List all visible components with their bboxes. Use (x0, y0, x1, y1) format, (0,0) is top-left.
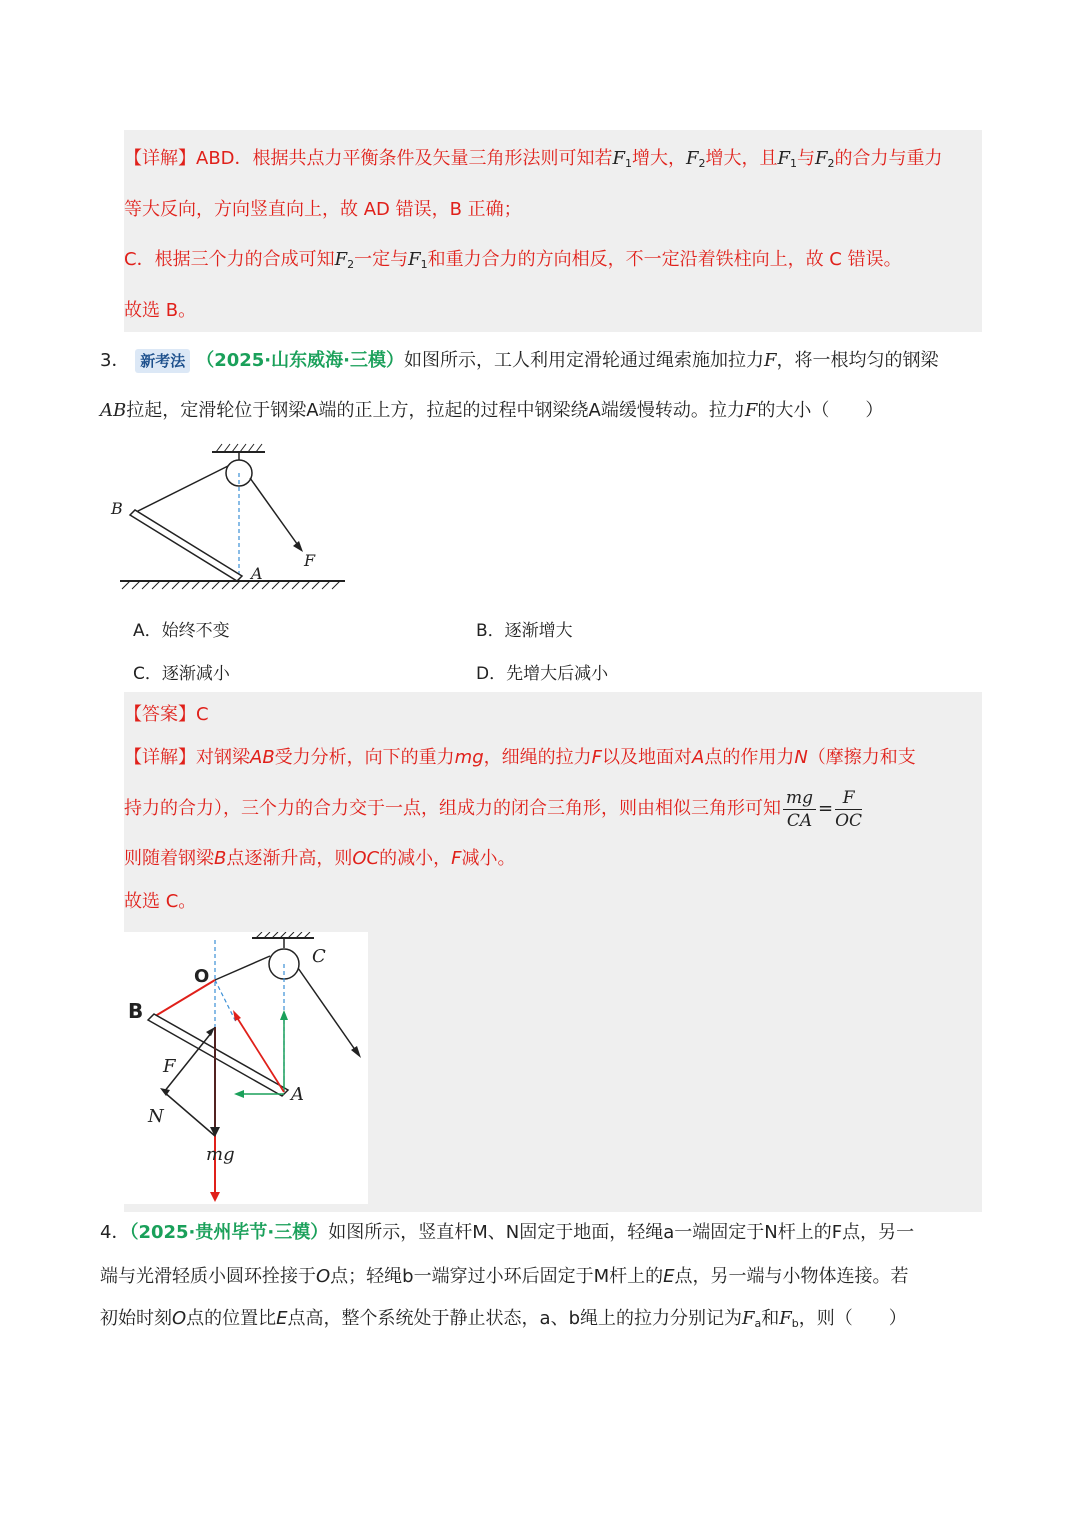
label-a: A (251, 564, 263, 583)
explanation-line-2: 等大反向，方向竖直向上，故 AD 错误，B 正确； (124, 199, 522, 220)
option-a[interactable]: A．始终不变 (133, 621, 230, 641)
option-c[interactable]: C．逐渐减小 (133, 664, 230, 684)
fraction-mg-ca: $\frac{mg}{CA}$ (783, 787, 816, 832)
detail-line-1: 【详解】对钢梁AB受力分析，向下的重力mg，细绳的拉力F以及地面对A点的作用力N（摩擦力和支 (124, 747, 916, 768)
badge-label: 新考法 (140, 352, 186, 370)
rope-left (130, 466, 228, 515)
q3-solution-figure (124, 932, 368, 1204)
detail-line-4: 故选 C。 (124, 891, 197, 912)
answer-label: 【答案】 (124, 704, 196, 725)
q4-source: （2025·贵州毕节·三模） (129, 1222, 329, 1243)
label-n: N (148, 1106, 164, 1127)
beam-ab (130, 510, 242, 581)
detail-line-3: 则随着钢梁B点逐渐升高，则OC的减小，F减小。 (124, 848, 516, 869)
explanation-line-3: C．根据三个力的合成可知$F_2$一定与$F_1$和重力合力的方向相反，不一定沿着铁柱向上，故 C 错误。 (124, 249, 902, 271)
q3-figure (100, 440, 360, 600)
rope-right (250, 478, 300, 548)
q4-stem-line-1: 4．（2025·贵州毕节·三模）如图所示，竖直杆M、N固定于地面，轻绳a一端固定于N杆上的F点，另一 (100, 1222, 915, 1243)
answer-line (124, 702, 209, 728)
q3-stem-line-1: 3． 新考法 （2025·山东威海·三模）如图所示，工人利用定滑轮通过绳索施加拉力F，将一根均匀的钢梁 (100, 350, 939, 371)
q4-number: 4． (100, 1222, 130, 1243)
arrow-f (293, 541, 303, 552)
label-o: O (194, 966, 210, 987)
detail-line-2: 持力的合力），三个力的合力交于一点，组成力的闭合三角形，则由相似三角形可知 $\frac{mg}{CA}$ = $\frac{F}{OC}$ (124, 787, 863, 831)
explanation-line-1: 【详解】ABD．根据共点力平衡条件及矢量三角形法则可知若$F_1$增大，$F_2$增大，且$F_1$与$F_2$的合力与重力 (124, 148, 943, 170)
q4-stem-line-2: 端与光滑轻质小圆环拴接于O点；轻绳b一端穿过小环后固定于M杆上的E点，另一端与小物体连接。若 (100, 1266, 909, 1287)
label-mg: mg (206, 1144, 235, 1165)
label-c: C (312, 946, 326, 967)
q3-stem-line-2: AB拉起，定滑轮位于钢梁A端的正上方，拉起的过程中钢梁绕A端缓慢转动。拉力F的大小（ ） (100, 400, 884, 421)
explanation-line-4: 故选 B。 (124, 300, 197, 321)
new-method-badge (135, 349, 190, 373)
detail-label: 【详解】 (124, 148, 196, 169)
label-b: B (111, 499, 123, 518)
option-b[interactable]: B．逐渐增大 (476, 621, 573, 641)
ceiling-hatch (216, 444, 262, 452)
q3-number: 3． (100, 350, 130, 371)
label-f: F (163, 1056, 176, 1077)
label-f: F (304, 551, 316, 570)
option-d[interactable]: D．先增大后减小 (476, 664, 609, 684)
q3-source: （2025·山东威海·三模） (196, 350, 404, 371)
label-b: B (128, 999, 144, 1023)
ground-hatch (122, 581, 340, 589)
fraction-f-oc: $\frac{F}{OC}$ (835, 787, 863, 831)
q4-stem-line-3: 初始时刻O点的位置比E点高，整个系统处于静止状态，a、b绳上的拉力分别记为$F_a$和$F_b$，则（ ） (100, 1308, 907, 1330)
label-a: A (291, 1084, 304, 1105)
answer-value: C (196, 704, 209, 725)
